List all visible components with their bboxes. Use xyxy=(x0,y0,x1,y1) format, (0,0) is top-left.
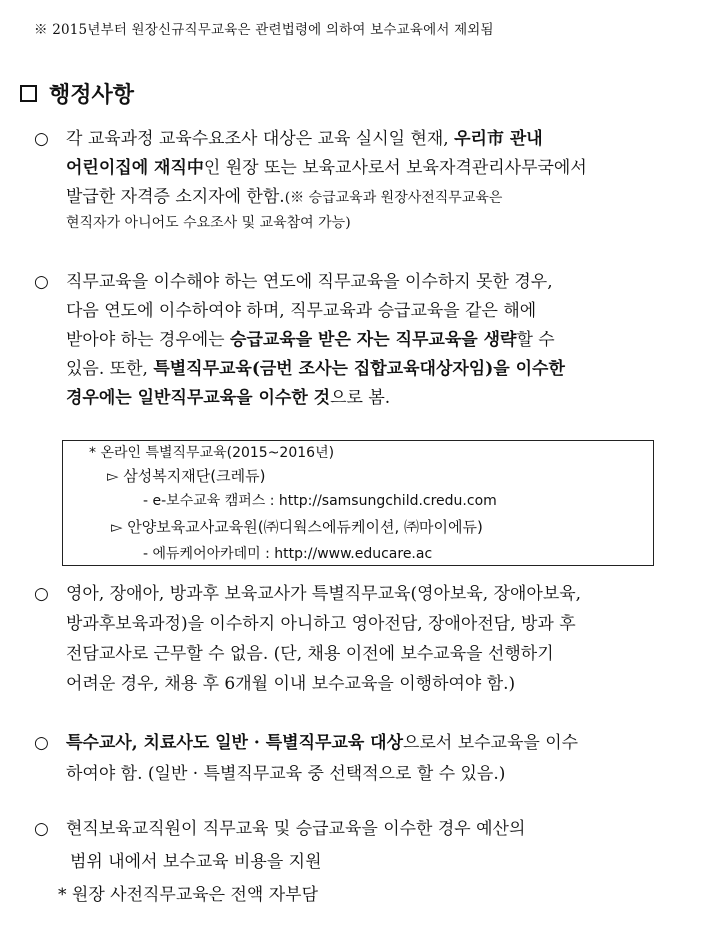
p2-line4: 있음. 또한, xyxy=(66,359,154,379)
p2-line1: 직무교육을 이수해야 하는 연도에 직무교육을 이수하지 못한 경우, xyxy=(66,272,553,292)
p1-line2-bold: 어린이집에 재직中 xyxy=(66,158,204,178)
p1-line3-note: (※ 승급교육과 원장사전직무교육은 xyxy=(284,190,503,206)
p2-line3-bold: 승급교육을 받은 자는 직무교육을 생략 xyxy=(230,330,517,350)
p4-line1: 으로서 보수교육을 이수 xyxy=(403,733,579,753)
bullet-icon: ○ xyxy=(34,819,49,839)
box-site1[interactable]: - e-보수교육 캠퍼스 : http://samsungchild.credu.com xyxy=(143,493,497,509)
p2-line3-end: 할 수 xyxy=(516,330,555,350)
p2-line2: 다음 연도에 이수하여야 하며, 직무교육과 승급교육을 같은 해에 xyxy=(66,301,537,321)
p3-line3: 전담교사로 근무할 수 없음. (단, 채용 이전에 보수교육을 선행하기 xyxy=(66,644,554,664)
p2-line3: 받아야 하는 경우에는 xyxy=(66,330,231,350)
square-box-icon xyxy=(20,85,37,102)
box-org2: ▻ 안양보육교사교육원(㈜디웍스에듀케이션, ㈜마이에듀) xyxy=(111,518,483,536)
p1-line2: 인 원장 또는 보육교사로서 보육자격관리사무국에서 xyxy=(203,158,587,178)
bullet-icon: ○ xyxy=(34,733,49,753)
p5-note: * 원장 사전직무교육은 전액 자부담 xyxy=(58,885,319,905)
p1-line1: 각 교육과정 교육수요조사 대상은 교육 실시일 현재, xyxy=(66,129,455,149)
paragraph-eligibility xyxy=(34,125,684,238)
p4-line1-bold: 특수교사, 치료사도 일반 · 특별직무교육 대상 xyxy=(66,733,404,753)
p3-line2: 방과후보육과정)을 이수하지 아니하고 영아전담, 장애아전담, 방과 후 xyxy=(66,614,576,634)
section-title: 행정사항 xyxy=(49,82,135,108)
bullet-icon: ○ xyxy=(34,272,49,292)
box-header: * 온라인 특별직무교육(2015~2016년) xyxy=(89,445,335,461)
p1-line1-bold: 우리市 관내 xyxy=(454,129,543,149)
online-training-box xyxy=(62,440,654,566)
p5-line2: 범위 내에서 보수교육 비용을 지원 xyxy=(70,852,322,872)
paragraph-cost-support xyxy=(34,813,684,912)
p2-line4-bold: 특별직무교육(금번 조사는 집합교육대상자임)을 이수한 xyxy=(153,359,565,379)
paragraph-job-training xyxy=(34,268,684,413)
section-heading xyxy=(20,78,134,109)
p2-line5-bold: 경우에는 일반직무교육을 이수한 것 xyxy=(66,388,331,408)
p1-line3: 발급한 자격증 소지자에 한함. xyxy=(66,187,285,207)
top-note: ※ 2015년부터 원장신규직무교육은 관련법령에 의하여 보수교육에서 제외됨 xyxy=(34,22,494,38)
p1-line4: 현직자가 아니어도 수요조사 및 교육참여 가능) xyxy=(66,215,351,231)
paragraph-special-teachers xyxy=(34,579,684,699)
p2-line5: 으로 봄. xyxy=(330,388,391,408)
p3-line1: 영아, 장애아, 방과후 보육교사가 특별직무교육(영아보육, 장애아보육, xyxy=(66,584,582,604)
p3-line4: 어려운 경우, 채용 후 6개월 이내 보수교육을 이행하여야 함.) xyxy=(66,674,516,694)
p5-line1: 현직보육교직원이 직무교육 및 승급교육을 이수한 경우 예산의 xyxy=(66,819,526,839)
bullet-icon: ○ xyxy=(34,129,49,149)
box-org1: ▻ 삼성복지재단(크레듀) xyxy=(107,467,266,485)
p4-line2: 하여야 함. (일반 · 특별직무교육 중 선택적으로 할 수 있음.) xyxy=(66,764,506,784)
bullet-icon: ○ xyxy=(34,584,49,604)
paragraph-therapists xyxy=(34,728,684,790)
box-site2[interactable]: - 에듀케어아카데미 : http://www.educare.ac xyxy=(143,546,433,562)
